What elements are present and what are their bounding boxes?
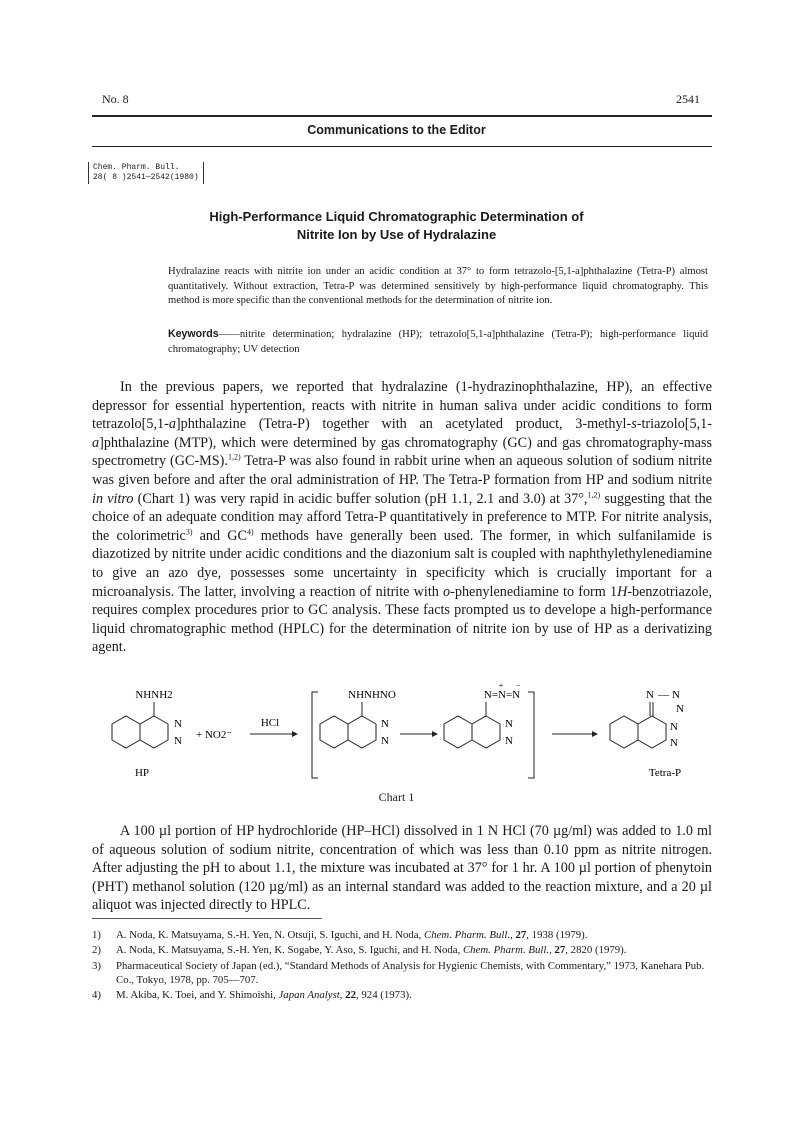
keywords-text: ——nitrite determination; hydralazine (HP); tetrazolo[5,1-a]phthalazine (Tetra-P); high-performance liquid chromatography; UV detection [168,329,708,355]
ring-atom: N [670,737,678,749]
charge-minus: − [515,682,521,690]
nitrite-reactant: + NO2⁻ [196,729,233,741]
article-title [0,208,793,244]
text-run: Tetra-P was also found in rabbit urine when an aqueous solution of sodium nitrite was given before and after the oral administration of HP. The Tetra-P formation from HP and sodium nitrite [92,453,712,488]
footnote-pages: , 924 (1973). [356,989,412,1002]
keywords [168,327,708,357]
footnote-authors: A. Noda, K. Matsuyama, S.-H. Yen, K. Sogabe, Y. Aso, S. Iguchi, and H. Noda, [116,944,463,957]
ring-atom: N [672,689,680,701]
intermediate-1-structure [320,689,396,748]
ring-atom: N [381,718,389,730]
footnote-volume: 22 [345,989,356,1002]
reference-marker: 1,2) [587,489,601,499]
footnote-volume: 27 [554,944,566,957]
footnote-pages: , 2820 (1979). [565,944,627,957]
footnote-text: Pharmaceutical Society of Japan (ed.), “Standard Methods of Analysis for Hygienic Chemists, with Commentary,” 1973, Kanehara Pub. Co., Tokyo, 1978, pp. 705—707. [116,959,705,986]
footnote-text: A. Noda, K. Matsuyama, S.-H. Yen, N. Otsuji, S. Iguchi, and H. Noda, Chem. Pharm. Bull., 27, 1938 (1979). [116,929,588,941]
arrow-head [592,731,598,737]
azide-substituent: N=N=N [483,689,521,701]
intermediate-2-structure [444,682,521,748]
reference-marker: 3) [185,527,193,537]
footnote-authors: A. Noda, K. Matsuyama, S.-H. Yen, N. Otsuji, S. Iguchi, and H. Noda, [116,929,424,941]
ring-atom: N [676,703,684,715]
footnote [92,988,712,1002]
text-run: a [168,416,176,433]
header-rule-top [92,115,712,117]
text-run: suggesting that the choice of an adequate condition may afford Tetra-P quantitatively in preference to MTP. For nitrite analysis, the colorimetric [92,490,712,544]
footnote-number: 4) [92,989,101,1002]
hp-substituent: NHNH2 [135,689,173,701]
section-title: Communications to the Editor [307,123,486,137]
footnote-number: 2) [92,944,101,957]
text-run: (Chart 1) was very rapid in acidic buffer solution (pH 1.1, 2.1 and 3.0) at 37°, [133,490,588,507]
citation-volume: 28( 8 )2541—2542(1980) [93,173,199,182]
chart-caption: Chart 1 [378,790,415,804]
text-run: In the previous papers, we reported that hydralazine (1-hydrazinophthalazine, HP), an effective depressor for essential hypertention, reacts with nitrite in human saliva under acidic conditions to form tetrazolo[5,1- [92,379,712,433]
footnote-journal: Japan Analyst [278,989,340,1002]
footnote-text: M. Akiba, K. Toei, and Y. Shimoishi, Japan Analyst, 22, 924 (1973). [116,989,412,1002]
text-run: o [443,583,451,600]
hp-structure [112,689,182,779]
footnote [92,959,712,988]
arrow-head [292,731,298,737]
charge-plus: + [498,682,504,690]
tetra-p-label: Tetra-P [648,767,682,779]
article-title-line1: High-Performance Liquid Chromatographic Determination of [209,209,584,224]
intermediate-1-substituent: NHNHNO [348,689,396,701]
text-run: -benzotriazole, requires complex procedures prior to GC analysis. These facts prompted us to develope a high-performance liquid chromatographic method (HPLC) for the determination of nitrite ion by use of HP as a derivatizing agent. [92,583,712,656]
citation-box [88,162,204,184]
footnote [92,928,712,942]
footnote-journal: Chem. Pharm. Bull. [462,944,550,957]
text-run: -triazolo[5,1- [636,416,712,433]
footnote-text: A. Noda, K. Matsuyama, S.-H. Yen, K. Sogabe, Y. Aso, S. Iguchi, and H. Noda, Chem. Pharm. Bull., 27, 2820 (1979). [116,944,627,957]
bond-dash: — [658,689,669,701]
text-run: H [617,583,628,600]
bracket-left [312,692,318,778]
text-run: ]phthalazine (Tetra-P) together with an acetylated product, 3-methyl- [175,416,632,433]
reaction-scheme [92,682,712,792]
journal-number: No. 8 [102,92,129,106]
footnote-journal: Chem. Pharm. Bull. [424,929,511,941]
ring-atom: N [646,689,654,701]
footnote-volume: 27 [515,929,527,941]
text-run: a [92,434,100,451]
abstract: Hydralazine reacts with nitrite ion under an acidic condition at 37° to form tetrazolo-[5,1-a]phthalazine (Tetra-P) almost quantitatively. Without extraction, Tetra-P was determined sensitively by high-performance liquid chromatography. This method is more specific than the conventional methods for the determination of nitrite ion. [168,266,708,306]
footnote-pages: , 1938 (1979). [526,929,588,941]
ring-atom: N [381,735,389,747]
hp-label: HP [134,767,150,779]
text-run: and GC [192,527,247,544]
text-run: ]phthalazine (MTP), which were determined by gas chromatography (GC) and gas chromatography-mass spectrometry (GC-MS). [92,434,712,470]
keywords-label: Keywords [168,328,219,340]
body-paragraph-2: A 100 µl portion of HP hydrochloride (HP–HCl) dissolved in 1 N HCl (70 µg/ml) was added to 1.0 ml of aqueous solution of sodium nitrite, concentration of which was less than 0.10 ppm as nitrite nitrogen. After adjusting the pH to about 1.1, the mixture was incubated at 37° for 1 hr. A 100 µl portion of phenytoin (PHT) methanol solution (120 µg/ml) as an internal standard was added to the reaction mixture, and a 20 µl aliquot was injected directly to HPLC. [92,823,712,914]
citation-journal: Chem. Pharm. Bull. [93,163,180,172]
footnote-number: 3) [92,959,101,972]
reference-marker: 4) [246,527,254,537]
page-number: 2541 [676,92,700,106]
tetra-p-structure [610,689,684,779]
reagent-label: HCl [260,717,280,729]
ring-atom: N [174,718,182,730]
bracket-right [528,692,534,778]
ring-atom: N [505,735,513,747]
footnote [92,943,712,957]
text-run: in vitro [92,490,134,507]
footnote-number: 1) [92,929,101,941]
footnotes [92,928,712,1003]
footnote-authors: M. Akiba, K. Toei, and Y. Shimoishi, [116,989,279,1002]
footnote-divider [92,918,322,919]
text-run: s [631,416,637,433]
reference-marker: 1,2) [227,452,241,462]
text-run: -phenylenediamine to form 1 [450,583,618,600]
text-run: methods have generally been used. The former, in which sulfanilamide is diazotized by nitrite under acidic conditions and the diazonium salt is coupled with naphthylethylenediamine to give an azo dye, possesses some uncertainty in specificity which is crucially important for a microanalysis. The latter, involving a reaction of nitrite with [92,527,712,600]
ring-atom: N [670,721,678,733]
body-paragraph-1 [92,378,712,657]
ring-atom: N [505,718,513,730]
ring-atom: N [174,735,182,747]
arrow-head [432,731,438,737]
article-title-line2: Nitrite Ion by Use of Hydralazine [296,227,497,242]
header-rule-bottom [92,146,712,147]
